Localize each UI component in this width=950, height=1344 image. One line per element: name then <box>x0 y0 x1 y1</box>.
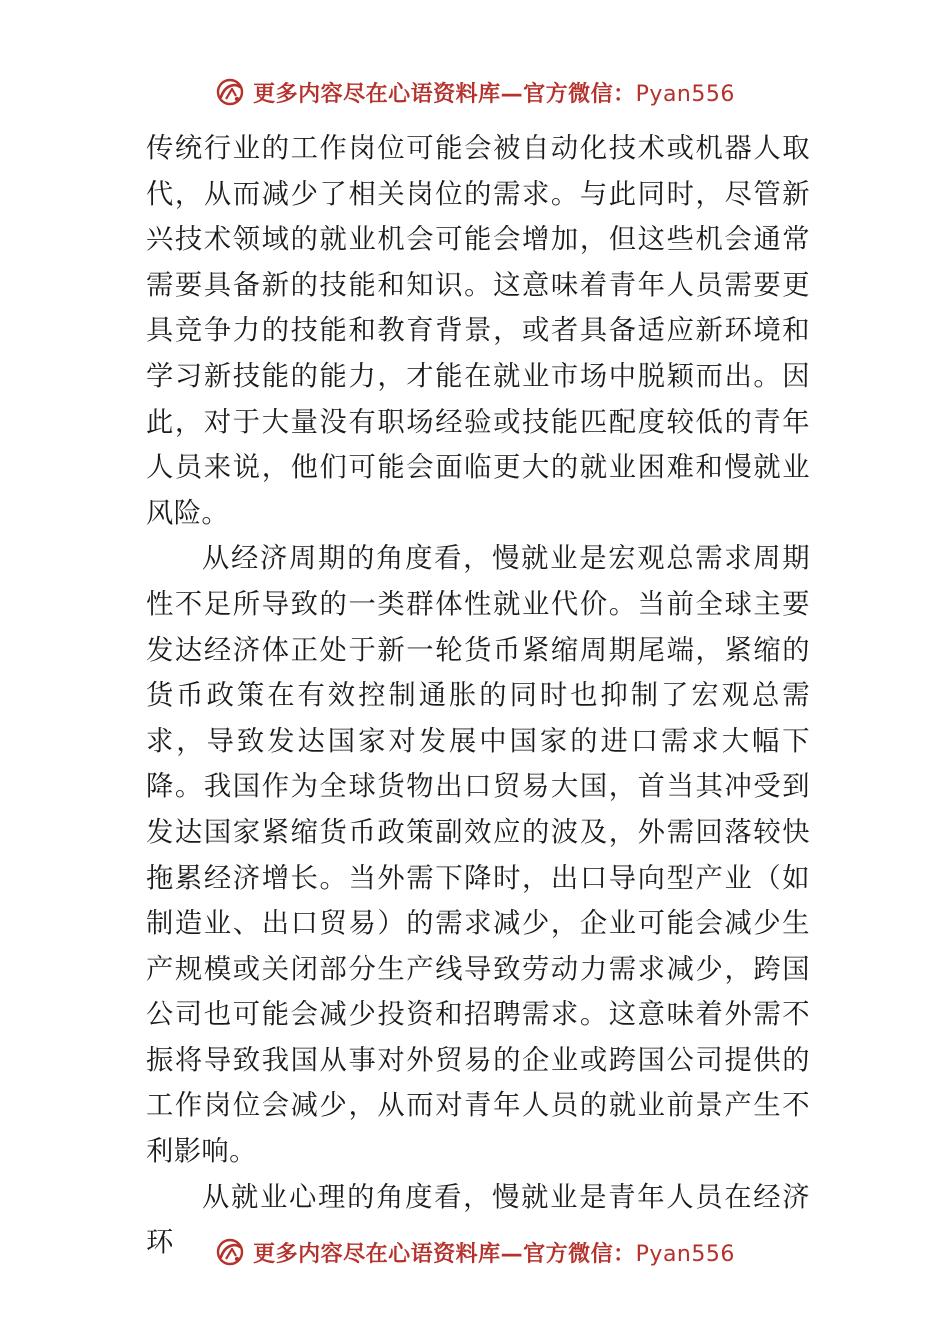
paragraph-2: 从经济周期的角度看，慢就业是宏观总需求周期性不足所导致的一类群体性就业代价。当前全球主要发达经济体正处于新一轮货币紧缩周期尾端，紧缩的货币政策在有效控制通胀的同时也抑制了宏观总需求，导致发达国家对发展中国家的进口需求大幅下降。我国作为全球货物出口贸易大国，首当其冲受到发达国家紧缩货币政策副效应的波及，外需回落较快拖累经济增长。当外需下降时，出口导向型产业（如制造业、出口贸易）的需求减少，企业可能会减少生产规模或关闭部分生产线导致劳动力需求减少，跨国公司也可能会减少投资和招聘需求。这意味着外需不振将导致我国从事对外贸易的企业或跨国公司提供的工作岗位会减少，从而对青年人员的就业前景产生不利影响。 <box>146 543 810 1168</box>
watermark-id: Pyan556 <box>635 81 735 107</box>
seal-logo-icon <box>215 77 245 107</box>
watermark-text: 更多内容尽在心语资料库—官方微信：Pyan556 <box>253 81 735 107</box>
header-watermark <box>0 72 950 112</box>
watermark-id: Pyan556 <box>635 1241 735 1267</box>
paragraph-3: 从就业心理的角度看，慢就业是青年人员在经济环 <box>146 1181 810 1259</box>
paragraph-1: 传统行业的工作岗位可能会被自动化技术或机器人取代，从而减少了相关岗位的需求。与此同时，尽管新兴技术领域的就业机会可能会增加，但这些机会通常需要具备新的技能和知识。这意味着青年人员需要更具竞争力的技能和教育背景，或者具备适应新环境和学习新技能的能力，才能在就业市场中脱颖而出。因此，对于大量没有职场经验或技能匹配度较低的青年人员来说，他们可能会面临更大的就业困难和慢就业风险。 <box>146 133 810 529</box>
footer-watermark <box>0 1232 950 1272</box>
watermark-text: 更多内容尽在心语资料库—官方微信：Pyan556 <box>253 1241 735 1267</box>
document-body <box>146 126 810 1266</box>
seal-logo-icon <box>215 1237 245 1267</box>
